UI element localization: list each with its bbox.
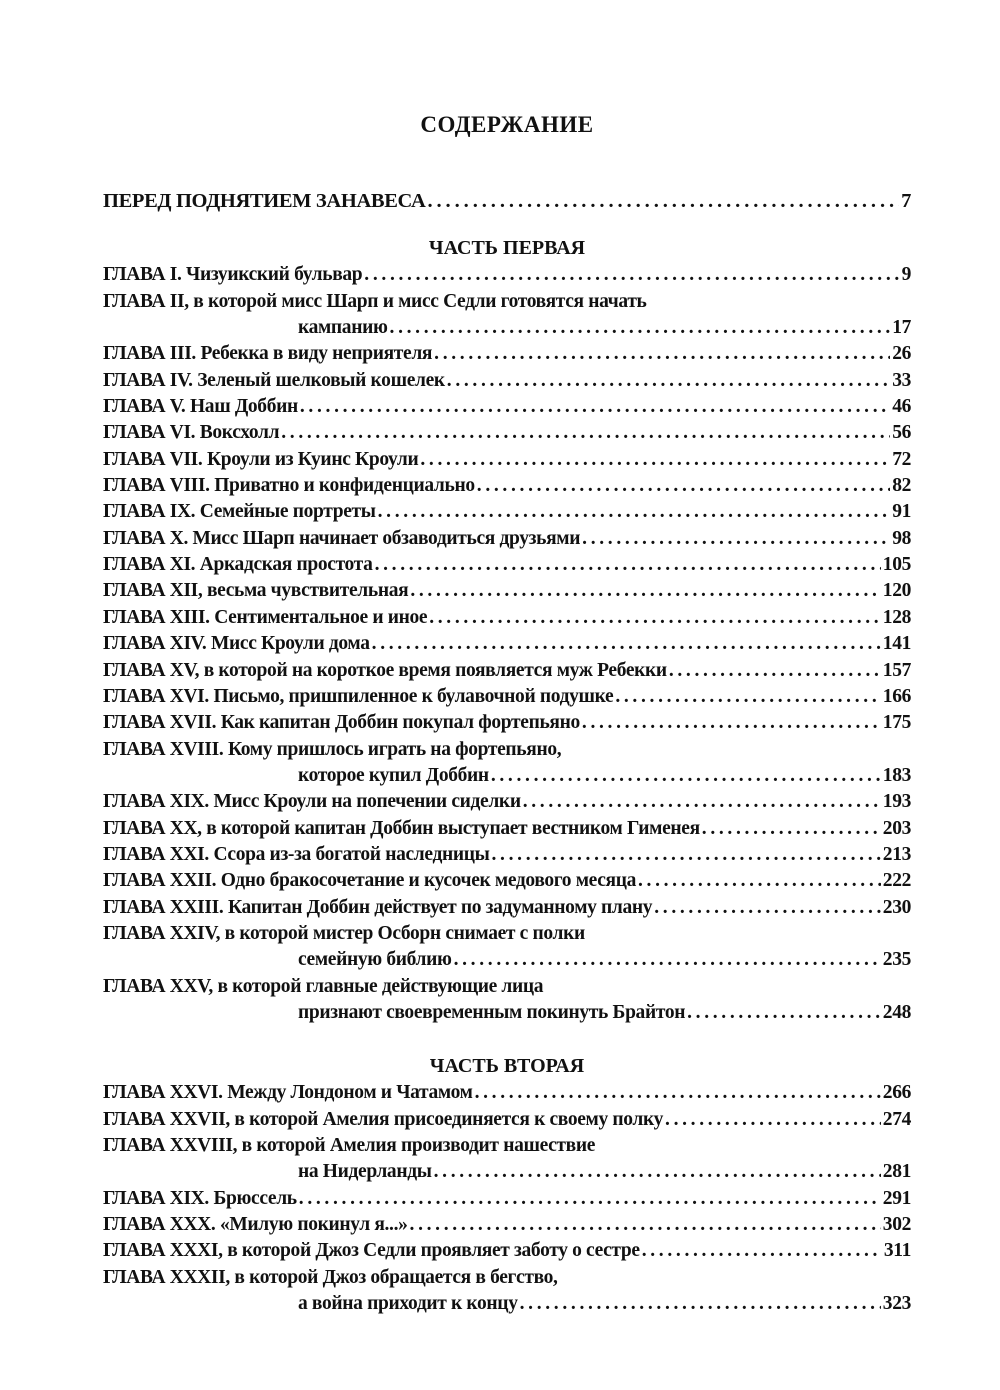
entry-title-continuation: а война приходит к концу bbox=[298, 1293, 518, 1315]
entry-title: ГЛАВА IV. Зеленый шелковый кошелек bbox=[103, 369, 445, 391]
toc-entry bbox=[103, 289, 911, 315]
toc-entry bbox=[103, 710, 911, 736]
entry-page: 17 bbox=[892, 317, 911, 339]
entry-page: 26 bbox=[892, 343, 911, 365]
entry-page: 203 bbox=[882, 817, 911, 839]
dot-leader bbox=[475, 1080, 881, 1106]
entry-title: ГЛАВА I. Чизуикский бульвар bbox=[103, 264, 363, 286]
entry-title: ГЛАВА XVIII. Кому пришлось играть на фортепьяно, bbox=[103, 738, 562, 760]
toc-entry bbox=[103, 605, 911, 631]
entry-title: ГЛАВА III. Ребекка в виду неприятеля bbox=[103, 343, 433, 365]
entry-page: 91 bbox=[892, 501, 911, 523]
entry-page: 33 bbox=[892, 369, 911, 391]
entry-page: 311 bbox=[883, 1240, 911, 1262]
part-heading: ЧАСТЬ ВТОРАЯ bbox=[429, 1055, 585, 1078]
entry-title: ГЛАВА XXVI. Между Лондоном и Чатамом bbox=[103, 1082, 473, 1104]
dot-leader bbox=[491, 763, 881, 789]
dot-leader bbox=[654, 895, 881, 921]
dot-leader bbox=[523, 789, 881, 815]
dot-leader bbox=[582, 526, 890, 552]
entry-title: ГЛАВА VIII. Приватно и конфиденциально bbox=[103, 475, 475, 497]
entry-title: ГЛАВА XXIV, в которой мистер Осборн снимает с полки bbox=[103, 922, 585, 944]
entry-title: ГЛАВА XXII. Одно бракосочетание и кусочек медового месяца bbox=[103, 870, 636, 892]
entry-page: 193 bbox=[882, 791, 911, 813]
toc-entry bbox=[103, 895, 911, 921]
dot-leader bbox=[364, 262, 899, 288]
entry-title: ГЛАВА XIV. Мисс Кроули дома bbox=[103, 633, 370, 655]
entry-page: 235 bbox=[882, 949, 911, 971]
entry-title: ГЛАВА XII, весьма чувствительная bbox=[103, 580, 409, 602]
toc-part bbox=[103, 1026, 911, 1317]
dot-leader bbox=[427, 188, 899, 214]
toc-entry bbox=[103, 368, 911, 394]
entry-page: 141 bbox=[882, 633, 911, 655]
toc-entry bbox=[103, 763, 911, 789]
dot-leader bbox=[520, 1291, 881, 1317]
toc-entry bbox=[103, 816, 911, 842]
entry-page: 166 bbox=[882, 685, 911, 707]
entry-page: 175 bbox=[882, 712, 911, 734]
toc-entry bbox=[103, 1291, 911, 1317]
entry-page: 302 bbox=[882, 1214, 911, 1236]
entry-page: 56 bbox=[892, 422, 911, 444]
dot-leader bbox=[702, 816, 881, 842]
toc-entry bbox=[103, 1212, 911, 1238]
entry-title: ПЕРЕД ПОДНЯТИЕМ ЗАНАВЕСА bbox=[103, 190, 426, 212]
toc-entry bbox=[103, 842, 911, 868]
entry-title: ГЛАВА II, в которой мисс Шарп и мисс Седли готовятся начать bbox=[103, 290, 647, 312]
entry-title: ГЛАВА IX. Семейные портреты bbox=[103, 501, 376, 523]
dot-leader bbox=[410, 578, 880, 604]
dot-leader bbox=[410, 1212, 881, 1238]
toc-entry bbox=[103, 499, 911, 525]
toc-entry bbox=[103, 552, 911, 578]
entry-title: ГЛАВА XIII. Сентиментальное и иное bbox=[103, 606, 428, 628]
dot-leader bbox=[429, 605, 881, 631]
dot-leader bbox=[281, 420, 890, 446]
toc-entry bbox=[103, 262, 911, 288]
entry-page: 82 bbox=[892, 475, 911, 497]
toc-entry bbox=[103, 1133, 911, 1159]
toc-entry bbox=[103, 420, 911, 446]
dot-leader bbox=[687, 1000, 881, 1026]
entry-title: ГЛАВА XXV, в которой главные действующие лица bbox=[103, 975, 544, 997]
toc-entry bbox=[103, 447, 911, 473]
dot-leader bbox=[454, 947, 881, 973]
entry-page: 7 bbox=[901, 190, 911, 212]
dot-leader bbox=[447, 368, 890, 394]
dot-leader bbox=[420, 447, 890, 473]
entry-page: 105 bbox=[882, 554, 911, 576]
toc-entry bbox=[103, 658, 911, 684]
entry-title: ГЛАВА XIX. Мисс Кроули на попечении сиделки bbox=[103, 791, 521, 813]
entry-page: 98 bbox=[892, 527, 911, 549]
dot-leader bbox=[665, 1107, 881, 1133]
part-heading: ЧАСТЬ ПЕРВАЯ bbox=[428, 237, 586, 260]
entry-title: ГЛАВА XXXII, в которой Джоз обращается в бегство, bbox=[103, 1266, 558, 1288]
toc-entry bbox=[103, 1186, 911, 1212]
toc-entry bbox=[103, 578, 911, 604]
dot-leader bbox=[477, 473, 890, 499]
entry-page: 230 bbox=[882, 896, 911, 918]
toc-entry bbox=[103, 473, 911, 499]
entry-page: 248 bbox=[882, 1001, 911, 1023]
toc-entry bbox=[103, 1159, 911, 1185]
entry-title: ГЛАВА XX, в которой капитан Доббин выступает вестником Гименея bbox=[103, 817, 700, 839]
entry-title: ГЛАВА XXVII, в которой Амелия присоединяется к своему полку bbox=[103, 1108, 664, 1130]
entry-title: ГЛАВА XXXI, в которой Джоз Седли проявляет заботу о сестре bbox=[103, 1240, 640, 1262]
toc-entry bbox=[103, 789, 911, 815]
dot-leader bbox=[378, 499, 891, 525]
entry-page: 128 bbox=[882, 606, 911, 628]
entry-title: ГЛАВА XVI. Письмо, пришпиленное к булавочной подушке bbox=[103, 685, 614, 707]
dot-leader bbox=[642, 1238, 882, 1264]
entry-title: ГЛАВА XXI. Ссора из-за богатой наследницы bbox=[103, 843, 490, 865]
toc-entry bbox=[103, 868, 911, 894]
entry-title-continuation: на Нидерланды bbox=[298, 1161, 432, 1183]
entry-title-continuation: которое купил Доббин bbox=[298, 764, 489, 786]
toc-entry bbox=[103, 684, 911, 710]
entry-title-continuation: семейную библию bbox=[298, 949, 452, 971]
toc-part bbox=[103, 234, 911, 1026]
entry-page: 323 bbox=[882, 1293, 911, 1315]
toc-entry bbox=[103, 974, 911, 1000]
toc-entry bbox=[103, 1238, 911, 1264]
entry-title: ГЛАВА VI. Воксхолл bbox=[103, 422, 280, 444]
entry-page: 213 bbox=[882, 843, 911, 865]
entry-page: 222 bbox=[882, 870, 911, 892]
toc-entry bbox=[103, 394, 911, 420]
dot-leader bbox=[492, 842, 881, 868]
entry-page: 291 bbox=[882, 1187, 911, 1209]
dot-leader bbox=[615, 684, 880, 710]
dot-leader bbox=[669, 658, 881, 684]
dot-leader bbox=[390, 315, 891, 341]
toc-entry bbox=[103, 526, 911, 552]
toc-entry bbox=[103, 341, 911, 367]
dot-leader bbox=[434, 341, 890, 367]
toc-entry bbox=[103, 1000, 911, 1026]
entry-page: 157 bbox=[882, 659, 911, 681]
entry-title: ГЛАВА XVII. Как капитан Доббин покупал фортепьяно bbox=[103, 712, 580, 734]
toc-entry bbox=[103, 315, 911, 341]
entry-page: 281 bbox=[882, 1161, 911, 1183]
dot-leader bbox=[375, 552, 881, 578]
entry-title: ГЛАВА XV, в которой на короткое время появляется муж Ребекки bbox=[103, 659, 667, 681]
entry-title: ГЛАВА XXX. «Милую покинул я...» bbox=[103, 1214, 408, 1236]
entry-page: 9 bbox=[901, 264, 911, 286]
dot-leader bbox=[372, 631, 881, 657]
page-title: СОДЕРЖАНИЕ bbox=[420, 112, 594, 137]
entry-title-continuation: кампанию bbox=[298, 317, 388, 339]
entry-page: 72 bbox=[892, 448, 911, 470]
toc-entry bbox=[103, 947, 911, 973]
toc-entry bbox=[103, 631, 911, 657]
entry-title-continuation: признают своевременным покинуть Брайтон bbox=[298, 1001, 686, 1023]
toc-entry bbox=[103, 1107, 911, 1133]
entry-page: 274 bbox=[882, 1108, 911, 1130]
entry-page: 183 bbox=[882, 764, 911, 786]
toc-entry bbox=[103, 1265, 911, 1291]
entry-title: ГЛАВА XXVIII, в которой Амелия производит нашествие bbox=[103, 1135, 596, 1156]
entry-title: ГЛАВА X. Мисс Шарп начинает обзаводиться друзьями bbox=[103, 527, 581, 549]
toc-entry-front bbox=[103, 188, 911, 214]
entry-page: 120 bbox=[882, 580, 911, 602]
toc-entry bbox=[103, 737, 911, 763]
entry-title: ГЛАВА XXIII. Капитан Доббин действует по задуманному плану bbox=[103, 896, 653, 918]
dot-leader bbox=[300, 394, 890, 420]
dot-leader bbox=[299, 1186, 881, 1212]
entry-page: 46 bbox=[892, 396, 911, 418]
dot-leader bbox=[638, 868, 881, 894]
entry-title: ГЛАВА VII. Кроули из Куинс Кроули bbox=[103, 448, 419, 470]
dot-leader bbox=[434, 1159, 881, 1185]
entry-title: ГЛАВА V. Наш Доббин bbox=[103, 396, 298, 418]
toc-entry bbox=[103, 921, 911, 947]
table-of-contents bbox=[103, 108, 911, 1317]
entry-title: ГЛАВА XIX. Брюссель bbox=[103, 1187, 297, 1209]
dot-leader bbox=[582, 710, 881, 736]
toc-entry bbox=[103, 1080, 911, 1106]
entry-title: ГЛАВА XI. Аркадская простота bbox=[103, 554, 373, 576]
entry-page: 266 bbox=[882, 1082, 911, 1104]
